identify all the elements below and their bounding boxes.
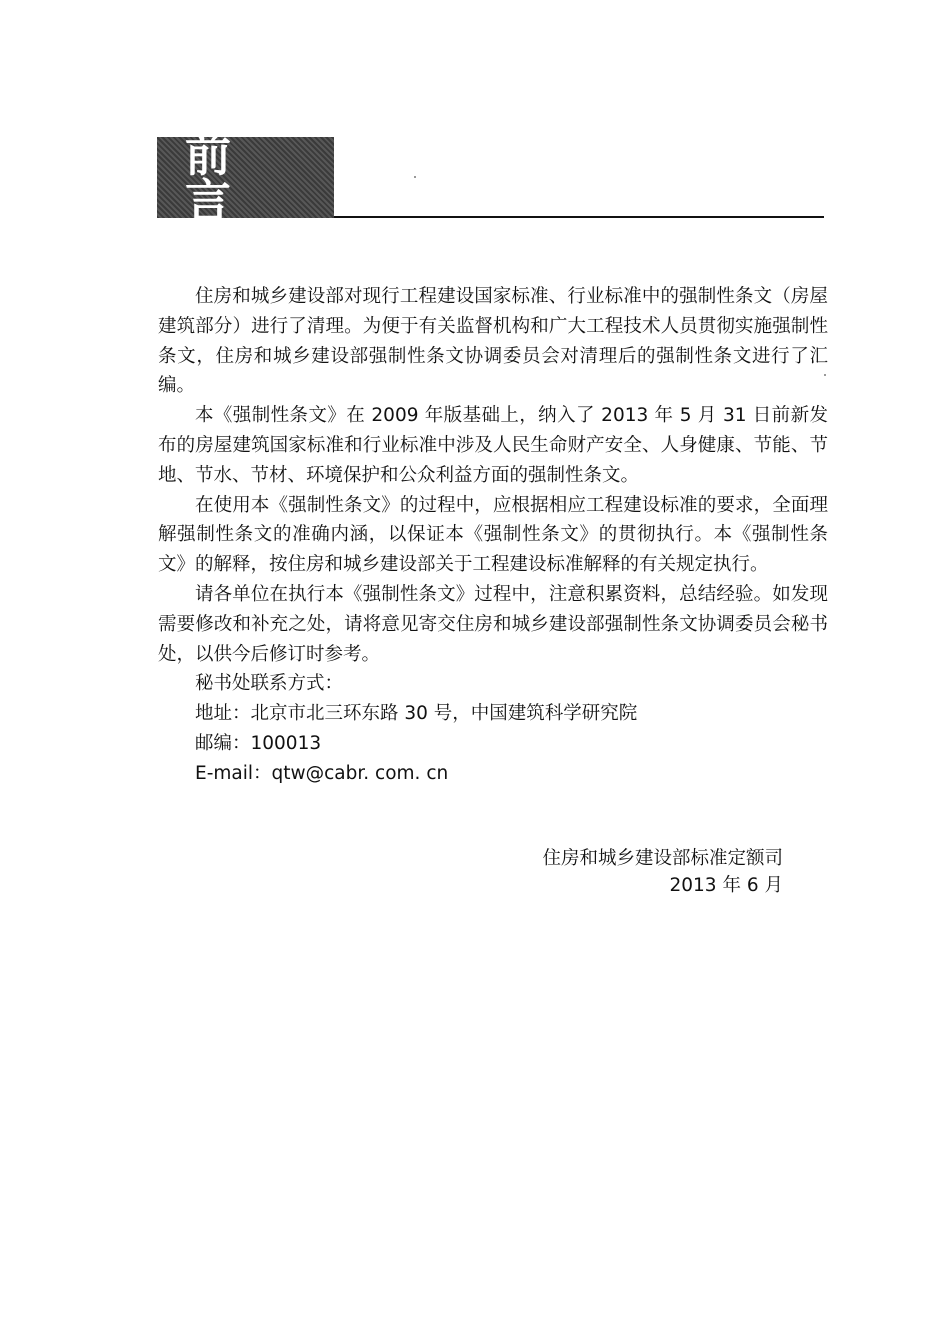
scan-speck xyxy=(824,374,826,376)
scan-speck xyxy=(414,176,416,178)
paragraph-3: 在使用本《强制性条文》的过程中，应根据相应工程建设标准的要求，全面理解强制性条文的准确内涵，以保证本《强制性条文》的贯彻执行。本《强制性条文》的解释，按住房和城乡建设部关于工程建设标准解释的有关规定执行。 xyxy=(158,494,828,576)
paragraph-2: 本《强制性条文》在 2009 年版基础上，纳入了 2013 年 5 月 31 日前新发布的房屋建筑国家标准和行业标准中涉及人民生命财产安全、人身健康、节能、节地、节水、节材、环境保护和公众利益方面的强制性条文。 xyxy=(158,405,828,486)
signature-organization: 住房和城乡建设部标准定额司 xyxy=(542,848,783,869)
paragraph-4: 请各单位在执行本《强制性条文》过程中，注意积累资料，总结经验。如发现需要修改和补充之处，请将意见寄交住房和城乡建设部强制性条文协调委员会秘书处，以供今后修订时参考。 xyxy=(158,583,828,665)
heading-rule xyxy=(334,216,824,218)
page-title: 前 言 xyxy=(185,127,259,228)
preface-body xyxy=(158,282,828,789)
contact-heading: 秘书处联系方式： xyxy=(195,673,344,695)
contact-address: 地址：北京市北三环东路 30 号，中国建筑科学研究院 xyxy=(195,703,638,725)
contact-postcode: 邮编：100013 xyxy=(195,732,322,754)
contact-email: E-mail：qtw@cabr. com. cn xyxy=(195,762,449,784)
heading-banner xyxy=(157,127,334,228)
paragraph-1: 住房和城乡建设部对现行工程建设国家标准、行业标准中的强制性条文（房屋建筑部分）进行了清理。为便于有关监督机构和广大工程技术人员贯彻实施强制性条文，住房和城乡建设部强制性条文协调委员会对清理后的强制性条文进行了汇编。 xyxy=(158,286,828,397)
signature-block xyxy=(542,845,783,899)
signature-date: 2013 年 6 月 xyxy=(669,875,783,896)
